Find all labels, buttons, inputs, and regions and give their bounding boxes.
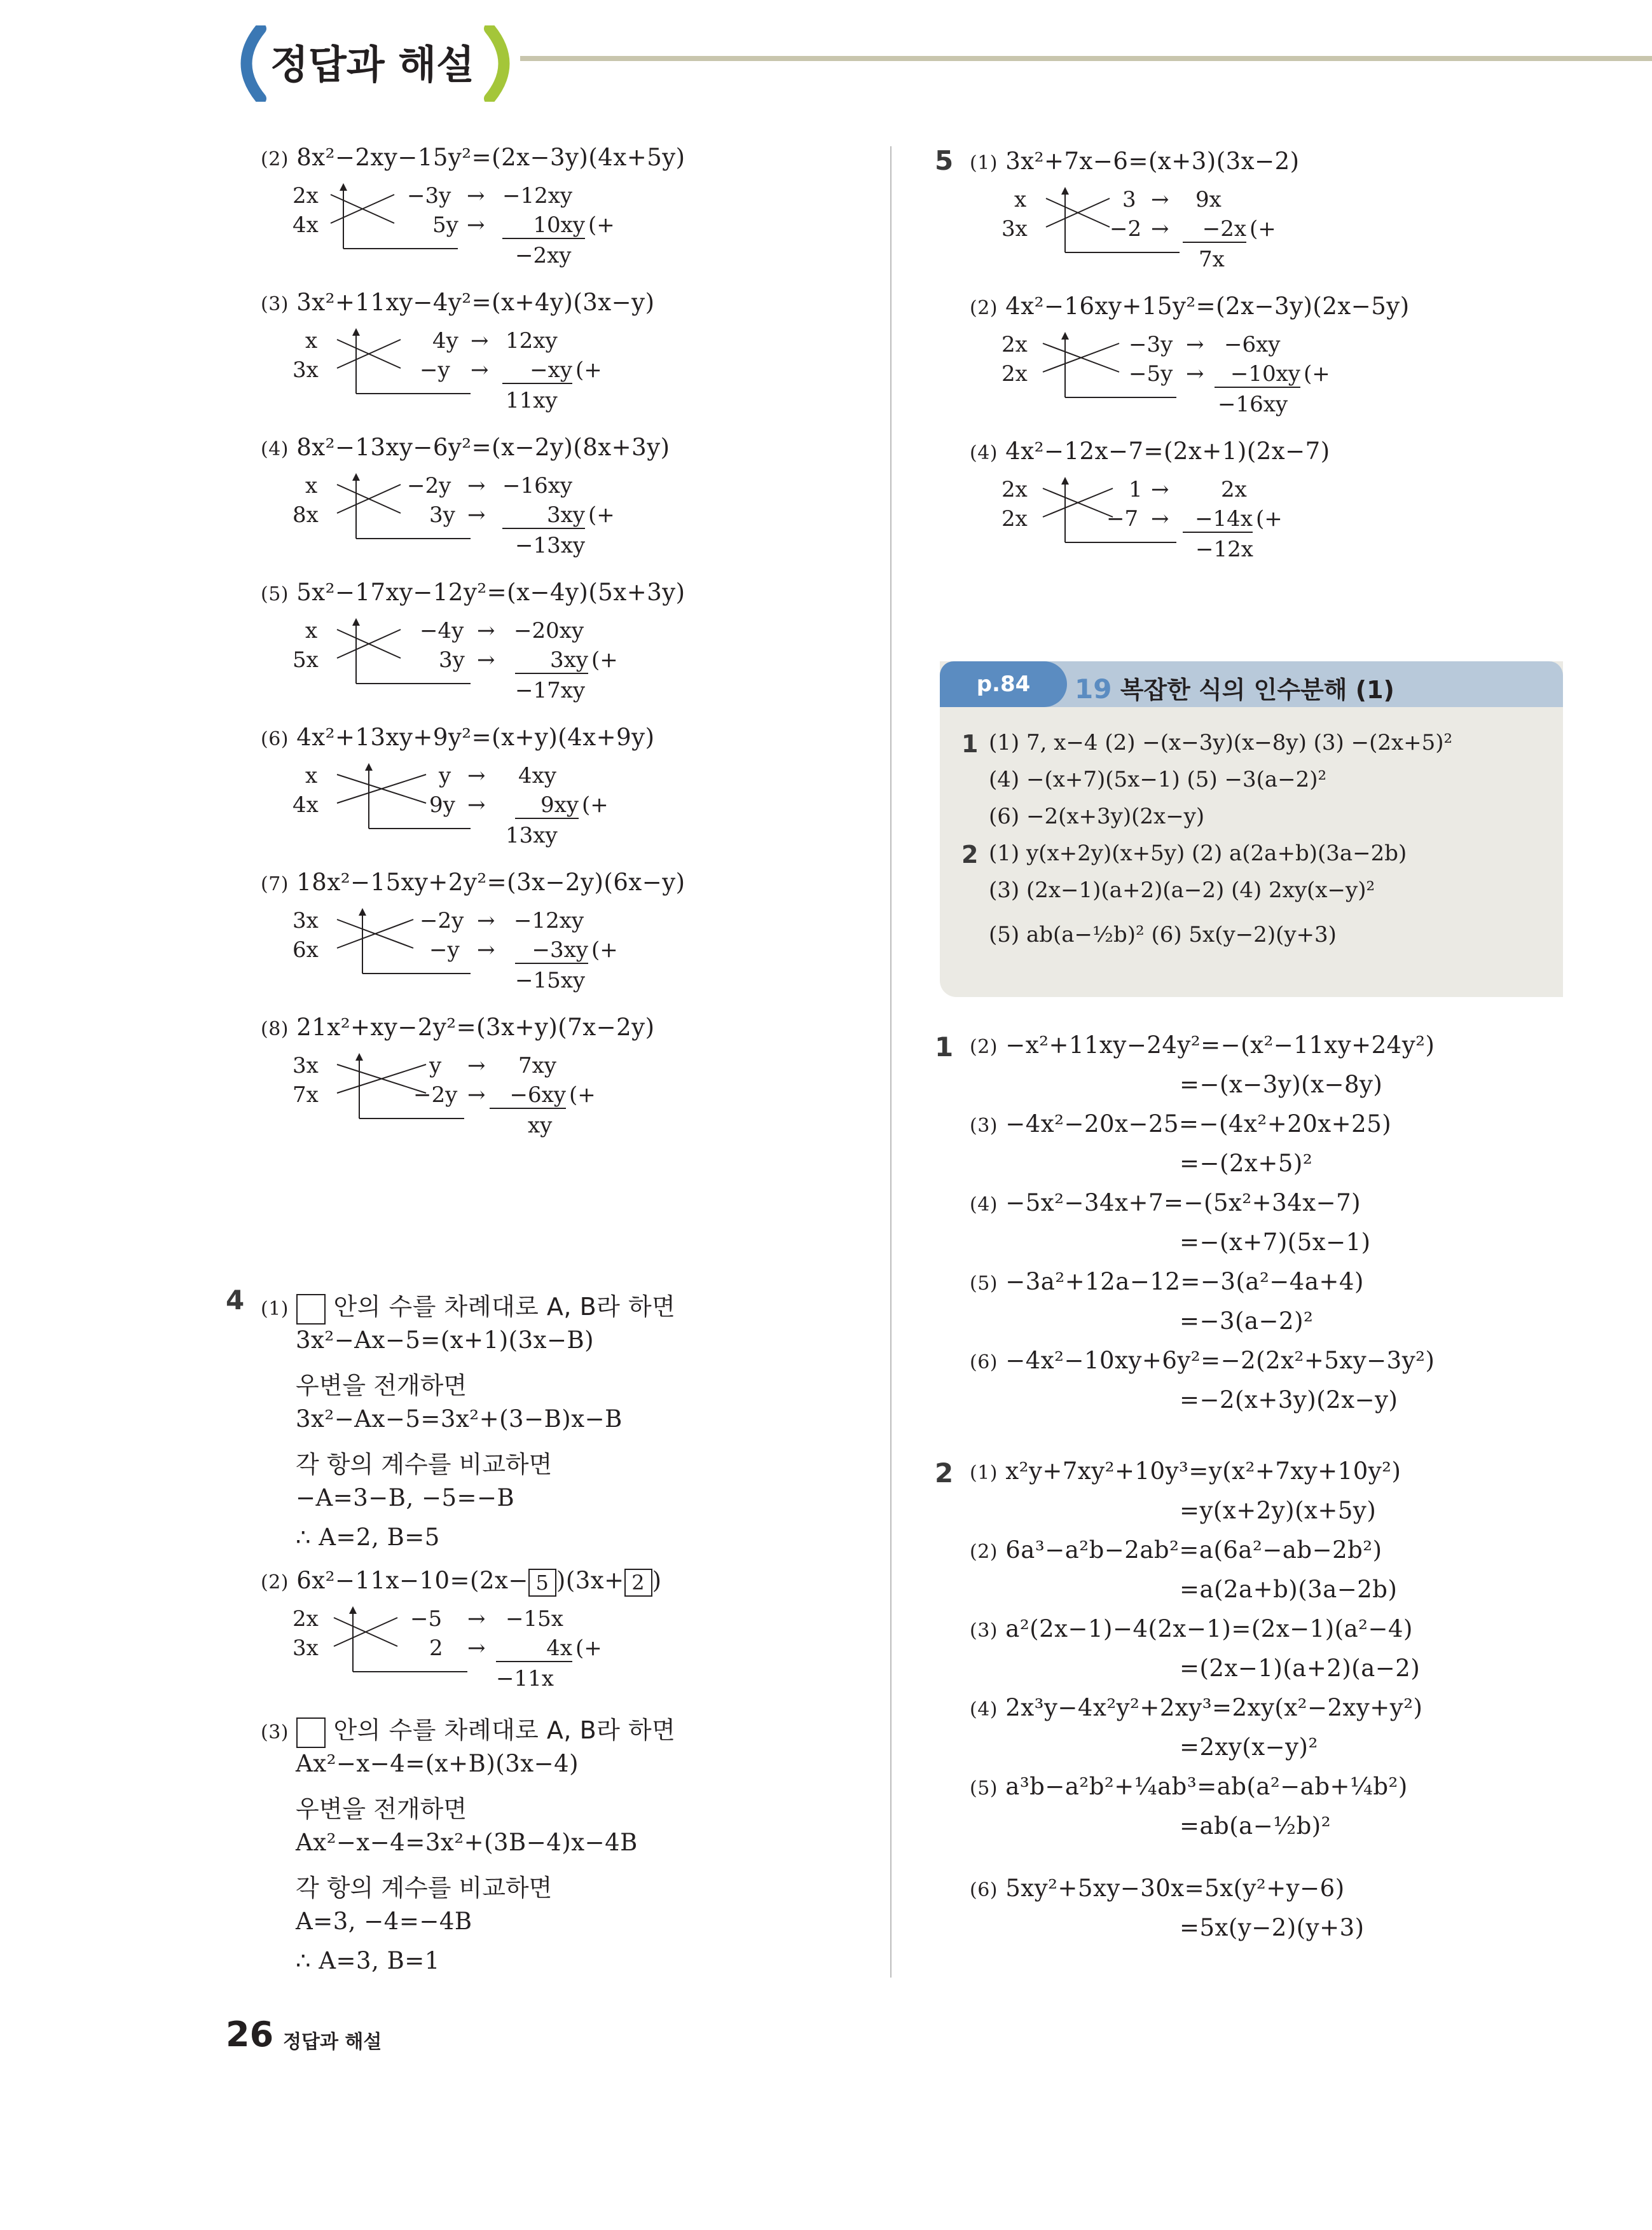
solution-item — [970, 1694, 1542, 1773]
q3-p7: (7) 18x²−15xy+2y²=(3x−2y)(6x−y) 3x 6x −2y −y → → −12xy −3xy (+ −15xy — [261, 869, 685, 993]
solution-item — [970, 1189, 1529, 1268]
solution-item — [970, 1536, 1542, 1615]
question-number: 2 — [935, 1457, 954, 1489]
solution-item — [970, 1773, 1542, 1875]
answer-box: 5 — [528, 1569, 556, 1597]
solution-line: (5) a³b−a²b²+¼ab³=ab(a²−ab+¼b²) — [970, 1773, 1408, 1800]
q5-p1: (1) 3x²+7x−6=(x+3)(3x−2) x 3x 3 −2 → → 9x −2x (+ 7x — [970, 148, 1300, 272]
solution-line: (2) −x²+11xy−24y²=−(x²−11xy+24y²) — [970, 1031, 1435, 1059]
solution-line: (4) −5x²−34x+7=−(5x²+34x−7) — [970, 1189, 1361, 1216]
solution-line: =−(x−3y)(x−8y) — [1180, 1071, 1383, 1098]
question-number: 5 — [935, 145, 954, 176]
solution-line: (3) −4x²−20x−25=−(4x²+20x+25) — [970, 1110, 1392, 1138]
solution-line: Ax²−x−4=(x+B)(3x−4) — [296, 1750, 579, 1777]
page-title: 정답과 해설 — [270, 41, 475, 88]
solution-item — [970, 1347, 1529, 1426]
solution-line: 3x²−Ax−5=(x+1)(3x−B) — [296, 1326, 595, 1354]
solution-item — [970, 1268, 1529, 1347]
solution-item — [970, 1875, 1542, 1953]
solution-line: =−2(x+3y)(2x−y) — [1180, 1386, 1398, 1414]
summary-q2: (1) y(x+2y)(x+5y) (2) a(2a+b)(3a−2b) (3) (2x−1)(a+2)(a−2) (4) 2xy(x−y)² (5) ab(a−½b)² (6) 5x(y−2)(y+3) — [989, 841, 1407, 947]
solution-line: (2) 6a³−a²b−2ab²=a(6a²−ab−2b²) — [970, 1536, 1382, 1564]
solution-line: 각 항의 계수를 비교하면 — [296, 1450, 553, 1478]
q3-p8: (8) 21x²+xy−2y²=(3x+y)(7x−2y) 3x 7x y −2y → → 7xy −6xy (+ xy — [261, 1014, 655, 1138]
solution-line: (5) −3a²+12a−12=−3(a²−4a+4) — [970, 1268, 1364, 1295]
solution-line: (6) 5xy²+5xy−30x=5x(y²+y−6) — [970, 1875, 1345, 1902]
equation: 3x²+7x−6=(x+3)(3x−2) — [1005, 148, 1300, 175]
equation: 4x²−16xy+15y²=(2x−3y)(2x−5y) — [1005, 293, 1410, 320]
equation: 3x²+11xy−4y²=(x+4y)(3x−y) — [296, 289, 655, 316]
question-number: 1 — [935, 1031, 954, 1063]
equation: 8x²−2xy−15y²=(2x−3y)(4x+5y) — [296, 144, 685, 171]
solution-line: (3) a²(2x−1)−4(2x−1)=(2x−1)(a²−4) — [970, 1615, 1413, 1642]
solution-line: Ax²−x−4=3x²+(3B−4)x−4B — [296, 1829, 638, 1856]
right-bracket-icon — [480, 25, 525, 102]
footer-label: 정답과 해설 — [283, 2031, 382, 2053]
solution-line: ∴ A=2, B=5 — [296, 1524, 440, 1551]
solution-line: 우변을 전개하면 — [296, 1372, 467, 1400]
q4-p1: (1) 안의 수를 차례대로 A, B라 하면 3x²−Ax−5=(x+1)(3x−B) 우변을 전개하면 3x²−Ax−5=3x²+(3−B)x−B 각 항의 계수를 비교하면 −A=3−B, −5=−B ∴ A=2, B=5 — [261, 1287, 675, 1325]
solution-item — [970, 1110, 1529, 1189]
solution-line: 3x²−Ax−5=3x²+(3−B)x−B — [296, 1405, 623, 1433]
equation: 5x²−17xy−12y²=(x−4y)(5x+3y) — [296, 579, 685, 606]
equation: 4x²+13xy+9y²=(x+y)(4x+9y) — [296, 724, 655, 751]
q5-p4: (4) 4x²−12x−7=(2x+1)(2x−7) 2x 2x 1 −7 → → 2x −14x (+ −12x — [970, 437, 1330, 562]
solution-line: (1) x²y+7xy²+10y³=y(x²+7xy+10y²) — [970, 1457, 1401, 1485]
q3-p4: (4) 8x²−13xy−6y²=(x−2y)(8x+3y) x 8x −2y 3y → → −16xy 3xy (+ −13xy — [261, 434, 670, 558]
summary-q1: (1) 7, x−4 (2) −(x−3y)(x−8y) (3) −(2x+5)² (4) −(x+7)(5x−1) (5) −3(a−2)² (6) −2(x+3y)(2x−y) — [989, 730, 1453, 829]
solution-line: (4) 2x³y−4x²y²+2xy³=2xy(x²−2xy+y²) — [970, 1694, 1423, 1721]
blank-box — [296, 1717, 326, 1748]
solution-line: −A=3−B, −5=−B — [296, 1484, 515, 1511]
equation: 8x²−13xy−6y²=(x−2y)(8x+3y) — [296, 434, 670, 461]
solution-line: =−3(a−2)² — [1180, 1307, 1314, 1335]
q3-p5: (5) 5x²−17xy−12y²=(x−4y)(5x+3y) x 5x −4y 3y → → −20xy 3xy (+ −17xy — [261, 579, 685, 703]
solution-line: =−(x+7)(5x−1) — [1180, 1229, 1371, 1256]
page-badge: p.84 — [940, 661, 1067, 707]
solution-line: =y(x+2y)(x+5y) — [1180, 1497, 1377, 1524]
q4-p2: (2) 6x²−11x−10=(2x− 5 )(3x+ 2 ) 2x 3x −5 2 → → −15x 4x (+ −11x — [261, 1567, 662, 1691]
q3-p6: (6) 4x²+13xy+9y²=(x+y)(4x+9y) x 4x y 9y → → 4xy 9xy (+ 13xy — [261, 724, 655, 848]
page-number: 26 — [226, 2014, 274, 2054]
q3-p3: (3) 3x²+11xy−4y²=(x+4y)(3x−y) x 3x 4y −y → → 12xy −xy (+ 11xy — [261, 289, 655, 413]
solution-item — [970, 1457, 1542, 1536]
answer-box: 2 — [624, 1569, 652, 1597]
q4-p3: (3) 안의 수를 차례대로 A, B라 하면 Ax²−x−4=(x+B)(3x−4) 우변을 전개하면 Ax²−x−4=3x²+(3B−4)x−4B 각 항의 계수를 비교하면 A=3, −4=−4B ∴ A=3, B=1 — [261, 1710, 675, 1748]
question-number: 4 — [226, 1284, 245, 1316]
solution-line: =(2x−1)(a+2)(a−2) — [1180, 1655, 1421, 1682]
header-rule — [520, 56, 1652, 61]
solution-line: =−(2x+5)² — [1180, 1150, 1313, 1177]
solution-line: A=3, −4=−4B — [296, 1908, 472, 1935]
solution-line: =ab(a−½b)² — [1180, 1812, 1332, 1840]
q3-p2: (2) 8x²−2xy−15y²=(2x−3y)(4x+5y) 2x 4x −3y 5y → → −12xy 10xy (+ −2xy — [261, 144, 685, 268]
equation: 21x²+xy−2y²=(3x+y)(7x−2y) — [296, 1014, 655, 1041]
solution-line: 각 항의 계수를 비교하면 — [296, 1874, 553, 1902]
column-divider — [890, 146, 891, 1978]
solution-line: (6) −4x²−10xy+6y²=−2(2x²+5xy−3y²) — [970, 1347, 1435, 1374]
solution-line: 우변을 전개하면 — [296, 1795, 467, 1823]
solution-line: =5x(y−2)(y+3) — [1180, 1914, 1365, 1941]
solution-line: ∴ A=3, B=1 — [296, 1947, 440, 1974]
equation: 18x²−15xy+2y²=(3x−2y)(6x−y) — [296, 869, 685, 896]
q5-p2: (2) 4x²−16xy+15y²=(2x−3y)(2x−5y) 2x 2x −3y −5y → → −6xy −10xy (+ −16xy — [970, 293, 1410, 417]
solution-item — [970, 1615, 1542, 1694]
solution-line: =a(2a+b)(3a−2b) — [1180, 1576, 1398, 1603]
blank-box — [296, 1294, 326, 1325]
equation: 4x²−12x−7=(2x+1)(2x−7) — [1005, 437, 1330, 465]
cross-diagram — [327, 1605, 467, 1688]
left-bracket-icon — [226, 25, 270, 102]
solution-line: =2xy(x−y)² — [1180, 1733, 1318, 1761]
solution-item — [970, 1031, 1529, 1110]
summary-title: 19 복잡한 식의 인수분해 (1) — [1075, 673, 1394, 705]
